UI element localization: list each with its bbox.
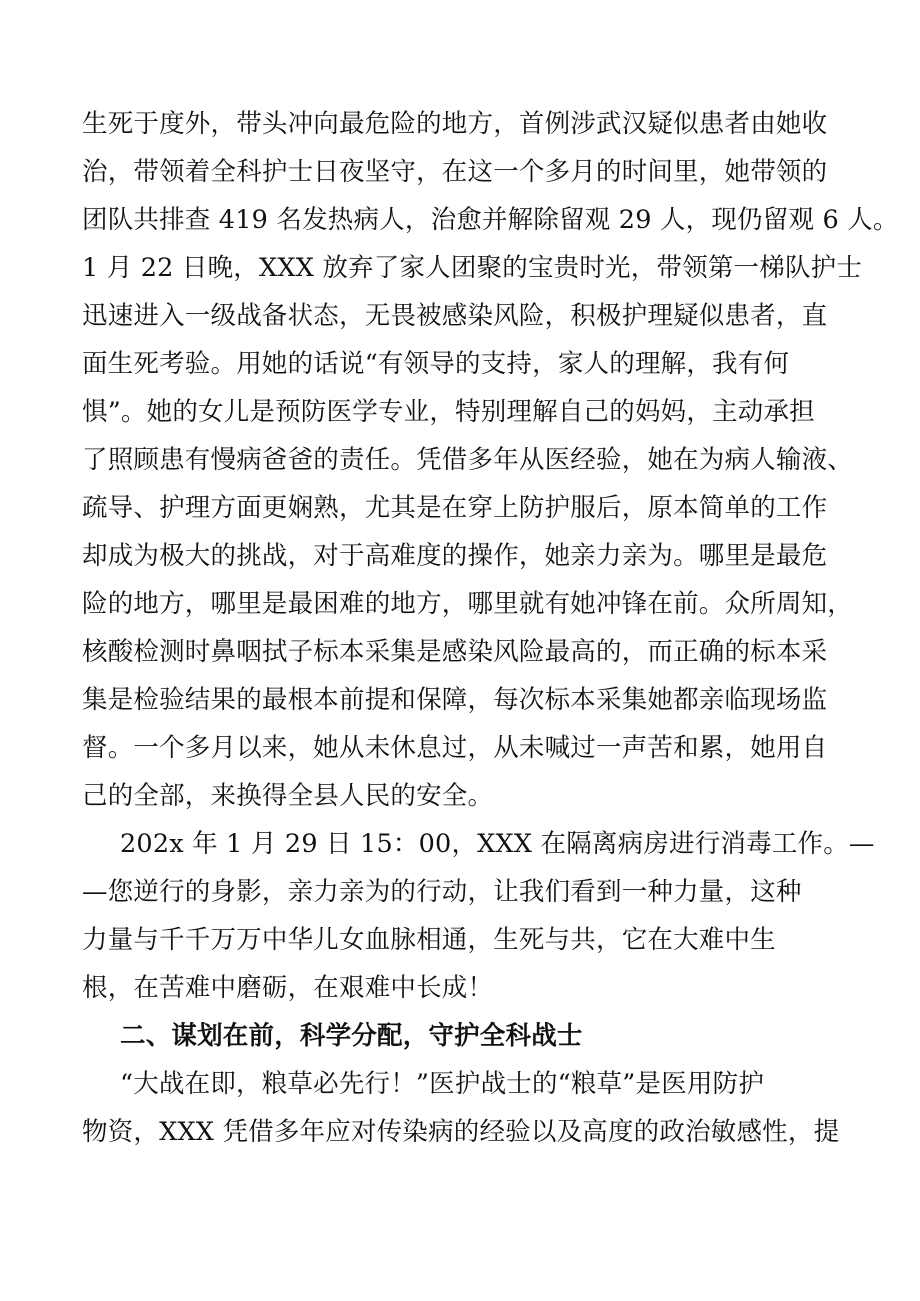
paragraph-line: 面生死考验。用她的话说“有领导的支持，家人的理解，我有何: [82, 349, 790, 379]
paragraph-line: 202x 年 1 月 29 日 15：00，XXX 在隔离病房进行消毒工作。—: [120, 829, 875, 859]
paragraph-line: 生死于度外，带头冲向最危险的地方，首例涉武汉疑似患者由她收: [82, 109, 828, 139]
paragraph-line: 己的全部，来换得全县人民的安全。: [82, 781, 494, 811]
paragraph-line: 疏导、护理方面更娴熟，尤其是在穿上防护服后，原本简单的工作: [82, 493, 828, 523]
document-body: [82, 100, 899, 1156]
section-heading: 二、谋划在前，科学分配，守护全科战士: [120, 1021, 583, 1051]
paragraph-line: “大战在即，粮草必先行！”医护战士的“粮草”是医用防护: [120, 1069, 765, 1099]
paragraph-line: 却成为极大的挑战，对于高难度的操作，她亲力亲为。哪里是最危: [82, 541, 828, 571]
paragraph-line: 1 月 22 日晚，XXX 放弃了家人团聚的宝贵时光，带领第一梯队护士: [82, 253, 863, 283]
paragraph-line: 团队共排查 419 名发热病人，治愈并解除留观 29 人，现仍留观 6 人。: [82, 205, 899, 235]
paragraph-line: 物资，XXX 凭借多年应对传染病的经验以及高度的政治敏感性，提: [82, 1117, 840, 1147]
paragraph-line: 核酸检测时鼻咽拭子标本采集是感染风险最高的，而正确的标本采: [82, 637, 828, 667]
paragraph-line: 迅速进入一级战备状态，无畏被感染风险，积极护理疑似患者，直: [82, 301, 828, 331]
paragraph-line: 督。一个多月以来，她从未休息过，从未喊过一声苦和累，她用自: [82, 733, 828, 763]
paragraph-line: 根，在苦难中磨砺，在艰难中长成！: [82, 973, 494, 1003]
paragraph-line: 险的地方，哪里是最困难的地方，哪里就有她冲锋在前。众所周知，: [82, 589, 854, 619]
paragraph-2: [82, 820, 875, 1012]
paragraph-line: 惧”。她的女儿是预防医学专业，特别理解自己的妈妈，主动承担: [82, 397, 815, 427]
paragraph-line: 治，带领着全科护士日夜坚守，在这一个多月的时间里，她带领的: [82, 157, 828, 187]
paragraph-1: [82, 100, 899, 820]
paragraph-3: [82, 1060, 852, 1156]
paragraph-line: 集是检验结果的最根本前提和保障，每次标本采集她都亲临现场监: [82, 685, 828, 715]
paragraph-line: —您逆行的身影，亲力亲为的行动，让我们看到一种力量，这种: [82, 877, 802, 907]
paragraph-line: 力量与千千万万中华儿女血脉相通，生死与共，它在大难中生: [82, 925, 776, 955]
paragraph-line: 了照顾患有慢病爸爸的责任。凭借多年从医经验，她在为病人输液、: [82, 445, 854, 475]
